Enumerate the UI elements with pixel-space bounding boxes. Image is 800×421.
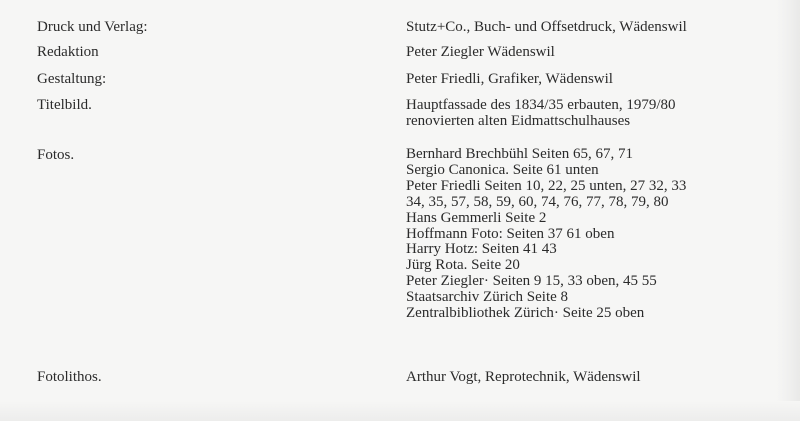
titelbild-line: renovierten alten Eidmattschulhauses bbox=[406, 113, 631, 129]
credit-label-druck: Druck und Verlag: bbox=[37, 19, 148, 35]
credit-value-redaktion: Peter Ziegler Wädenswil bbox=[406, 44, 555, 60]
foto-credit-line: Jürg Rota. Seite 20 bbox=[406, 257, 520, 274]
credit-value-druck: Stutz+Co., Buch- und Offsetdruck, Wädenswil bbox=[406, 19, 687, 35]
foto-credit-line: Sergio Canonica. Seite 61 unten bbox=[406, 161, 599, 178]
foto-credit-line: 34, 35, 57, 58, 59, 60, 74, 76, 77, 78, 79, 80 bbox=[406, 193, 669, 210]
credit-label-fotolithos: Fotolithos. bbox=[37, 369, 102, 385]
credit-value-titelbild bbox=[406, 97, 766, 129]
foto-credit-line: Peter Friedli Seiten 10, 22, 25 unten, 27 32, 33 bbox=[406, 177, 687, 194]
foto-credit-line: Hans Gemmerli Seite 2 bbox=[406, 209, 547, 226]
credit-label-redaktion: Redaktion bbox=[37, 44, 99, 60]
credit-label-titelbild: Titelbild. bbox=[37, 97, 92, 113]
credit-label-gestaltung: Gestaltung: bbox=[37, 71, 107, 87]
credit-value-gestaltung: Peter Friedli, Grafiker, Wädenswil bbox=[406, 71, 613, 87]
foto-credit-line: Bernhard Brechbühl Seiten 65, 67, 71 bbox=[406, 146, 634, 162]
foto-credit-line: Peter Ziegler· Seiten 9 15, 33 oben, 45 55 bbox=[406, 273, 657, 290]
foto-credit-line: Hoffmann Foto: Seiten 37 61 oben bbox=[406, 225, 615, 242]
credit-label-fotos: Fotos. bbox=[37, 147, 75, 163]
foto-credit-line: Harry Hotz: Seiten 41 43 bbox=[406, 241, 557, 258]
foto-credit-line: Zentralbibliothek Zürich· Seite 25 oben bbox=[406, 305, 645, 322]
foto-credit-line: Staatsarchiv Zürich Seite 8 bbox=[406, 289, 569, 306]
credit-value-fotos bbox=[406, 147, 766, 322]
titelbild-line: Hauptfassade des 1834/35 erbauten, 1979/80 bbox=[406, 97, 676, 113]
credit-value-fotolithos: Arthur Vogt, Reprotechnik, Wädenswil bbox=[406, 369, 641, 385]
